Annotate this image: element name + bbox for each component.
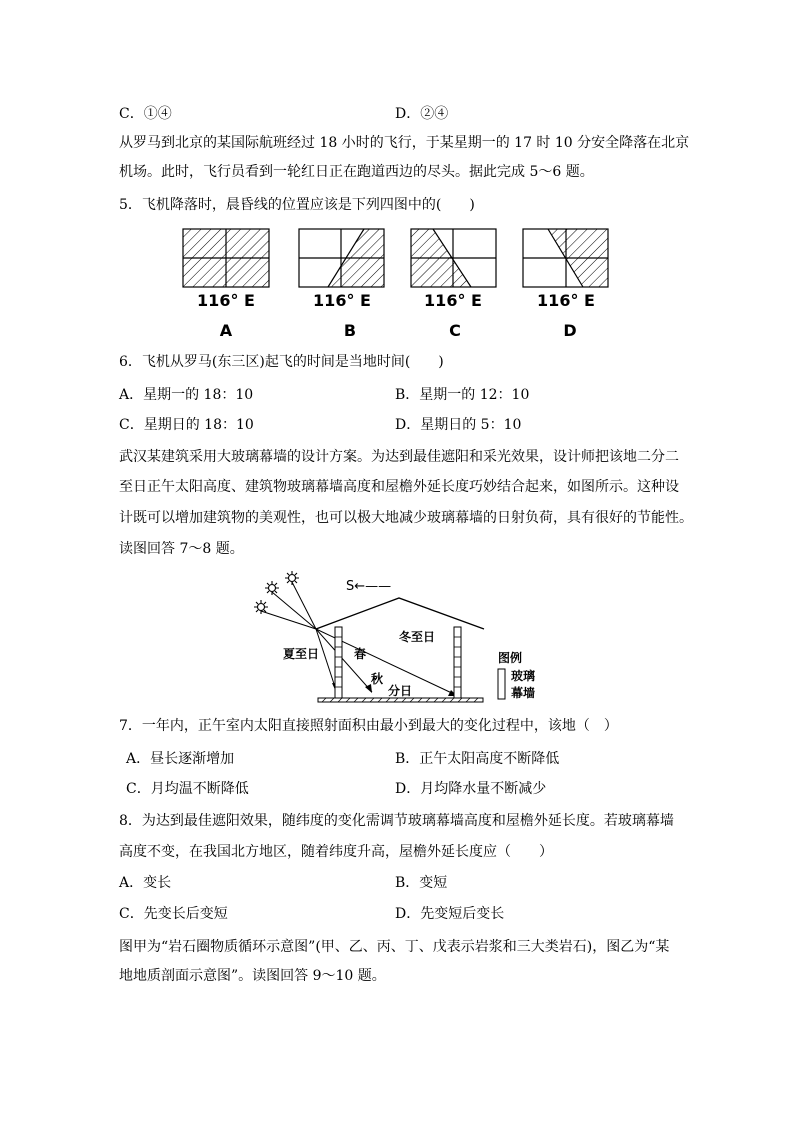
legend-title: 图例 bbox=[498, 651, 523, 665]
q7-option-b: B．正午太阳高度不断降低 bbox=[395, 751, 560, 767]
passage-7-8-line-1: 武汉某建筑采用大玻璃幕墙的设计方案。为达到最佳遮阳和采光效果，设计师把该地二分二 bbox=[119, 449, 679, 465]
legend-glass-swatch bbox=[498, 669, 505, 699]
figure-c-longitude: 116° E bbox=[424, 291, 482, 310]
passage-5-6-line-1: 从罗马到北京的某国际航班经过 18 小时的飞行，于某星期一的 17 时 10 分安全降落在北京 bbox=[119, 135, 690, 151]
q7-stem: 7．一年内，正午室内太阳直接照射面积由最小到最大的变化过程中，该地（ ） bbox=[119, 718, 618, 734]
figure-b-label: B bbox=[343, 321, 357, 340]
legend-glass-label-2: 幕墙 bbox=[511, 686, 536, 700]
q8-stem-line-1: 8．为达到最佳遮阳效果，随纬度的变化需调节玻璃幕墙高度和屋檐外延长度。若玻璃幕墙 bbox=[119, 813, 674, 829]
passage-9-10-line-1: 图甲为“岩石圈物质循环示意图”(甲、乙、丙、丁、戊表示岩浆和三大类岩石)，图乙为“某 bbox=[119, 939, 670, 955]
passage-5-6-line-2: 机场。此时，飞行员看到一轮红日正在跑道西边的尽头。据此完成 5～6 题。 bbox=[119, 164, 594, 180]
q7-option-c: C．月均温不断降低 bbox=[126, 781, 249, 797]
q4-option-c: C．①④ bbox=[119, 106, 172, 122]
q8-option-d: D．先变短后变长 bbox=[395, 906, 505, 922]
sun-icon bbox=[254, 600, 268, 614]
q4-option-d: D．②④ bbox=[395, 106, 449, 122]
spring-label: 春 bbox=[354, 647, 367, 661]
figure-a-longitude: 116° E bbox=[197, 291, 255, 310]
sun-icon bbox=[265, 581, 279, 595]
q5-stem: 5．飞机降落时，晨昏线的位置应该是下列四图中的( ) bbox=[119, 197, 475, 213]
figure-c-map bbox=[411, 229, 496, 287]
figure-d-longitude: 116° E bbox=[537, 291, 595, 310]
q8-option-b: B．变短 bbox=[395, 875, 448, 891]
summer-solstice-label: 夏至日 bbox=[283, 647, 320, 661]
q6-option-b: B．星期一的 12：10 bbox=[395, 387, 530, 403]
passage-7-8-line-4: 读图回答 7～8 题。 bbox=[119, 541, 244, 557]
figure-c-label: C bbox=[449, 321, 461, 340]
q6-option-d: D．星期日的 5：10 bbox=[395, 417, 522, 433]
figure-a-map bbox=[183, 229, 269, 287]
legend-glass-label-1: 玻璃 bbox=[511, 669, 536, 683]
figure-b-longitude: 116° E bbox=[313, 291, 371, 310]
south-arrow-label: S←—— bbox=[346, 579, 392, 594]
passage-9-10-line-2: 地地质剖面示意图”。读图回答 9～10 题。 bbox=[119, 968, 386, 984]
q7-option-d: D．月均降水量不断减少 bbox=[395, 781, 547, 797]
passage-7-8-line-2: 至日正午太阳高度、建筑物玻璃幕墙高度和屋檐外延长度巧妙结合起来，如图所示。这种设 bbox=[119, 479, 679, 495]
figure-b-map bbox=[299, 229, 384, 287]
passage-7-8-line-3: 计既可以增加建筑物的美观性，也可以极大地减少玻璃幕墙的日射负荷，具有很好的节能性。 bbox=[119, 510, 693, 526]
q8-option-a: A．变长 bbox=[119, 875, 172, 891]
q6-stem: 6．飞机从罗马(东三区)起飞的时间是当地时间( ) bbox=[119, 354, 444, 370]
figure-a-label: A bbox=[219, 321, 233, 340]
autumn-label: 秋 bbox=[371, 672, 384, 686]
q7-option-a: A．昼长逐渐增加 bbox=[126, 751, 235, 767]
q6-option-a: A．星期一的 18：10 bbox=[119, 387, 254, 403]
equinox-label: 分日 bbox=[388, 684, 413, 698]
building-sun-figure bbox=[0, 565, 794, 710]
q8-stem-line-2: 高度不变，在我国北方地区，随着纬度升高，屋檐外延长度应（ ） bbox=[119, 844, 553, 860]
q6-option-c: C．星期日的 18：10 bbox=[119, 417, 254, 433]
q5-figures bbox=[0, 222, 794, 347]
q8-option-c: C．先变长后变短 bbox=[119, 906, 228, 922]
figure-d-map bbox=[523, 229, 608, 287]
winter-solstice-label: 冬至日 bbox=[399, 630, 436, 644]
figure-d-label: D bbox=[563, 321, 577, 340]
